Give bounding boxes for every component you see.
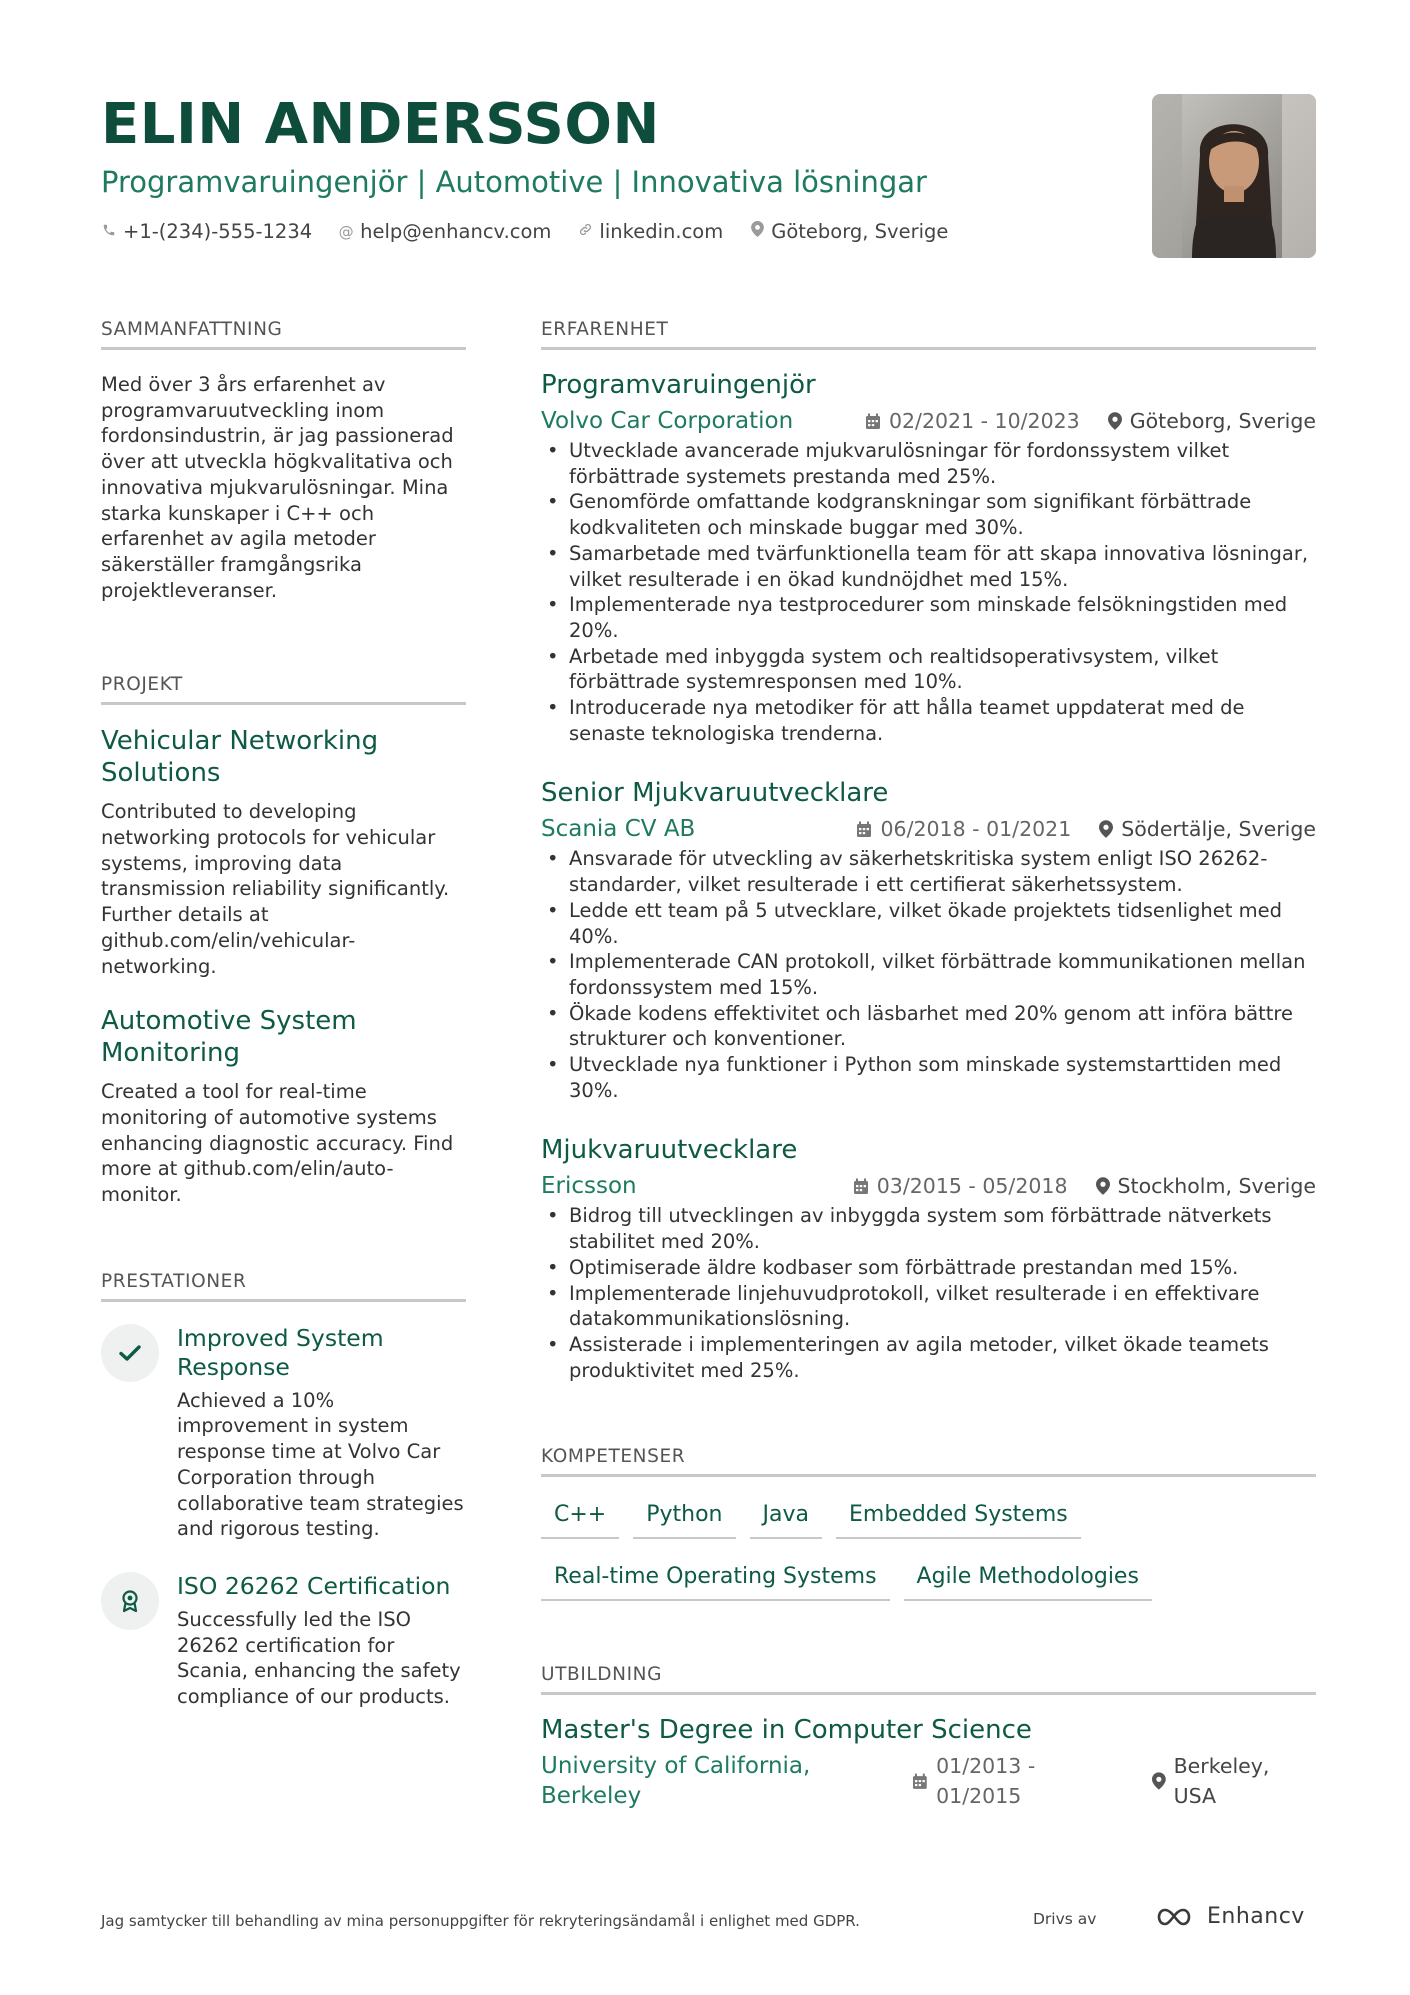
calendar-icon [912,1773,928,1790]
headline: Programvaruingenjör | Automotive | Innovativa lösningar [101,165,927,199]
company-name: Ericsson [541,1173,637,1200]
bullet-item: • Samarbetade med tvärfunktionella team för att skapa innovativa lösningar, vilket resulterade i en ökad kundnöjdhet med 15%. [541,541,1316,592]
profile-photo [1152,94,1316,258]
job-title: Senior Mjukvaruutvecklare [541,778,889,809]
email-text: help@enhancv.com [360,220,552,243]
location-icon [1152,1772,1166,1790]
right-column [541,318,1316,1811]
education-meta [541,1751,1316,1811]
candidate-name: ELIN ANDERSSON [101,92,660,157]
job-title: Mjukvaruutvecklare [541,1135,798,1166]
project-item [101,725,466,979]
project-title: Automotive System Monitoring [101,1006,357,1069]
contact-email[interactable] [338,218,551,246]
project-title: Vehicular Networking Solutions [101,726,379,789]
location-icon [749,218,765,246]
skills-list [541,1495,1316,1619]
job-bullets [541,438,1316,746]
calendar-icon [853,1178,869,1195]
achievement-title: Improved System Response [177,1323,384,1381]
bullet-item: • Implementerade nya testprocedurer som minskade felsökningstiden med 20%. [541,592,1316,643]
skill-tag: Java [750,1495,822,1539]
contact-bar [101,218,1141,246]
linkedin-text: linkedin.com [599,220,724,243]
bullet-item: • Assisterade i implementeringen av agila metoder, vilket ökade teamets produktivitet med 25%. [541,1332,1316,1383]
job-meta [541,1171,1316,1201]
contact-phone[interactable] [101,218,312,246]
section-title: PRESTATIONER [101,1270,466,1302]
project-item [101,1005,466,1208]
achievement-item [101,1572,466,1710]
location-text: Göteborg, Sverige [771,220,949,243]
powered-by-label: Drivs av [1033,1910,1097,1928]
skills-section [541,1445,1316,1619]
job-dates: 02/2021 - 10/2023 [888,409,1080,433]
gdpr-consent: Jag samtycker till behandling av mina personuppgifter för rekryteringsändamål i enlighet med GDPR. [101,1912,860,1930]
infinity-icon [1153,1905,1199,1929]
calendar-icon [856,821,872,838]
section-title: ERFARENHET [541,318,1316,350]
experience-section [541,318,1316,1383]
education-dates: 01/2013 - 01/2015 [936,1754,1036,1809]
job-bullets [541,1203,1316,1383]
job-item [541,776,1316,1103]
skill-tag: Python [633,1495,735,1539]
bullet-item: • Ökade kodens effektivitet och läsbarhet med 20% genom att införa bättre strukturer och konventioner. [541,1001,1316,1052]
job-dates: 06/2018 - 01/2021 [880,817,1072,842]
job-location: Södertälje, Sverige [1121,817,1316,842]
enhancv-logo[interactable] [1153,1904,1305,1929]
education-section [541,1663,1316,1811]
calendar-icon [865,413,881,430]
bullet-item: • Arbetade med inbyggda system och realtidsoperativsystem, vilket förbättrade systemresponsen med 10%. [541,644,1316,695]
bullet-item: • Ledde ett team på 5 utvecklare, vilket ökade projektets tidsenlighet med 40%. [541,898,1316,949]
job-meta [541,406,1316,436]
education-item [541,1713,1316,1811]
bullet-item: • Bidrog till utvecklingen av inbyggda system som förbättrade nätverkets stabilitet med 20%. [541,1203,1316,1254]
contact-location [749,218,948,246]
job-bullets [541,846,1316,1103]
left-column [101,318,466,1710]
project-desc: Created a tool for real-time monitoring of automotive systems enhancing diagnostic accuracy. Find more at github.com/elin/auto-monitor. [101,1080,454,1207]
company-name: Scania CV AB [541,816,696,843]
bullet-item: • Introducerade nya metodiker för att hålla teamet uppdaterat med de senaste teknologiska trenderna. [541,695,1316,746]
education-location: Berkeley, USA [1173,1754,1270,1809]
bullet-item: • Genomförde omfattande kodgranskningar som signifikant förbättrade kodkvaliteten och minskade buggar med 30%. [541,489,1316,540]
footer [101,1906,1316,1936]
job-location: Göteborg, Sverige [1129,409,1316,433]
phone-text: +1-(234)-555-1234 [123,220,313,243]
section-title: SAMMANFATTNING [101,318,466,350]
section-title: KOMPETENSER [541,1445,1316,1477]
school-name: University of California, Berkeley [541,1753,811,1810]
skill-tag: Embedded Systems [836,1495,1081,1539]
at-icon: @ [338,223,354,241]
degree-title: Master's Degree in Computer Science [541,1715,1032,1746]
location-icon [1099,820,1113,838]
achievement-title: ISO 26262 Certification [177,1571,451,1600]
bullet-item: • Ansvarade för utveckling av säkerhetskritiska system enligt ISO 26262-standarder, vilket resulterade i ett certifierat säkerhetssystem. [541,846,1316,897]
location-icon [1108,412,1122,430]
job-location: Stockholm, Sverige [1117,1174,1316,1199]
brand-name: Enhancv [1207,1904,1305,1929]
company-name: Volvo Car Corporation [541,408,794,434]
bullet-item: • Implementerade CAN protokoll, vilket förbättrade kommunikationen mellan fordonssystem med 15%. [541,949,1316,1000]
skill-tag: Real-time Operating Systems [541,1557,890,1601]
phone-icon [101,218,117,246]
achievement-desc: Successfully led the ISO 26262 certification for Scania, enhancing the safety compliance of our products. [177,1607,461,1709]
bullet-item: • Optimiserade äldre kodbaser som förbättrade prestandan med 15%. [541,1255,1316,1281]
contact-linkedin[interactable] [577,218,723,246]
location-icon [1096,1177,1110,1195]
job-item [541,368,1316,746]
summary-text: Med över 3 års erfarenhet av programvaruutveckling inom fordonsindustrin, är jag passionerad över att utveckla högkvalitativa och innovativa mjukvarulösningar. Mina starka kunskaper i C++ och erfarenhet av agila metoder säkerställer framgångsrika projektleveranser. [101,373,454,602]
bullet-item: • Implementerade linjehuvudprotokoll, vilket resulterade i en effektivare datakommunikationslösning. [541,1281,1316,1332]
section-title: PROJEKT [101,673,466,705]
achievement-desc: Achieved a 10% improvement in system response time at Volvo Car Corporation through collaborative team strategies and rigorous testing. [177,1388,464,1541]
bullet-item: • Utvecklade nya funktioner i Python som minskade systemstarttiden med 30%. [541,1052,1316,1103]
award-icon [101,1572,159,1630]
job-dates: 03/2015 - 05/2018 [876,1174,1068,1199]
link-icon [577,218,593,246]
skill-tag: Agile Methodologies [904,1557,1152,1601]
skill-tag: C++ [541,1495,619,1539]
resume-header [101,92,1141,246]
summary-section [101,318,466,603]
section-title: UTBILDNING [541,1663,1316,1695]
project-desc: Contributed to developing networking protocols for vehicular systems, improving data transmission reliability significantly. Further details at github.com/elin/vehicular-networking. [101,800,450,978]
job-item [541,1133,1316,1383]
achievements-section [101,1270,466,1710]
bullet-item: • Utvecklade avancerade mjukvarulösningar för fordonssystem vilket förbättrade systemets prestanda med 25%. [541,438,1316,489]
job-title: Programvaruingenjör [541,370,816,400]
achievement-item [101,1324,466,1542]
job-meta [541,814,1316,844]
projects-section [101,673,466,1207]
check-icon [101,1324,159,1382]
